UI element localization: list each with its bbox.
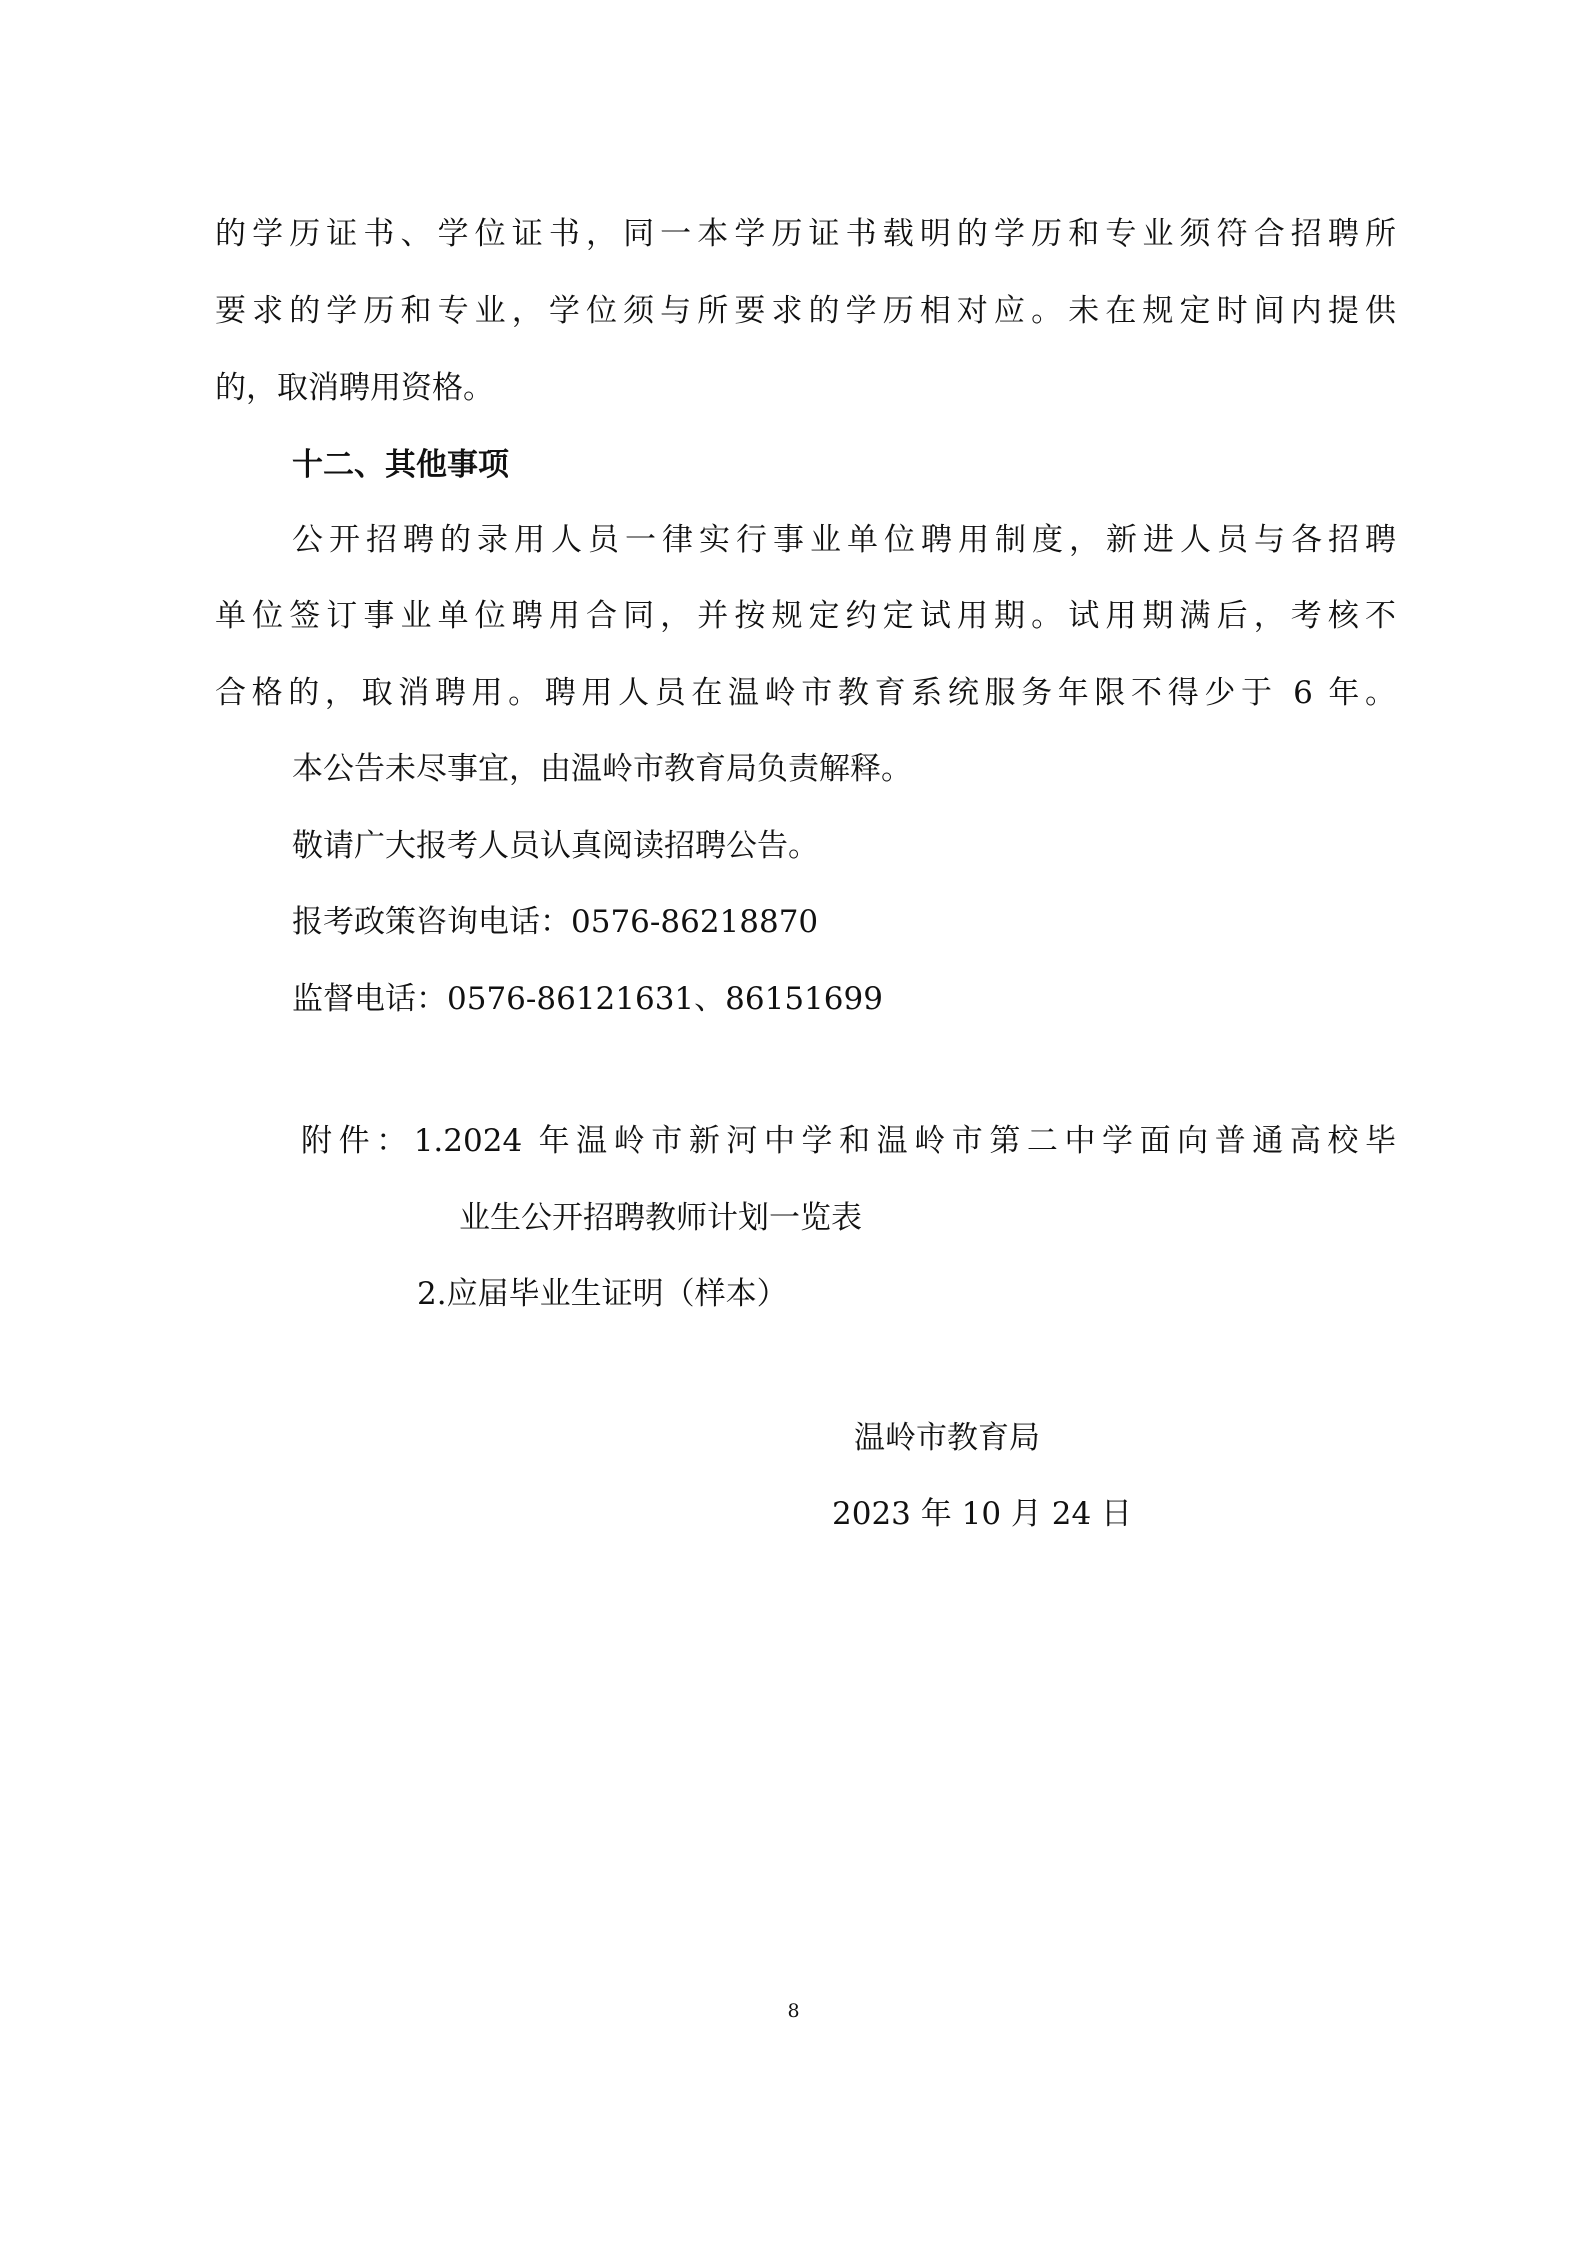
body-text-line: 公开招聘的录用人员一律实行事业单位聘用制度，新进人员与各招聘 xyxy=(292,522,1396,558)
page-number: 8 xyxy=(787,2000,800,2022)
body-text-line: 的学历证书、学位证书，同一本学历证书载明的学历和专业须符合招聘所 xyxy=(215,216,1396,252)
body-text-line: 要求的学历和专业，学位须与所要求的学历相对应。未在规定时间内提供 xyxy=(215,293,1396,329)
issue-date: 2023 年 10 月 24 日 xyxy=(832,1496,1133,1532)
attachment-item-1: 附件：1.2024 年温岭市新河中学和温岭市第二中学面向普通高校毕 xyxy=(301,1123,1396,1159)
body-text-line: 的，取消聘用资格。 xyxy=(215,370,494,406)
attachment-item-2: 2.应届毕业生证明（样本） xyxy=(417,1276,788,1312)
issuer-name: 温岭市教育局 xyxy=(854,1420,1040,1456)
body-text-line: 单位签订事业单位聘用合同，并按规定约定试用期。试用期满后，考核不 xyxy=(215,598,1396,634)
supervision-hotline: 监督电话：0576-86121631、86151699 xyxy=(292,981,883,1017)
attachment-item-1-continued: 业生公开招聘教师计划一览表 xyxy=(459,1200,862,1236)
interpretation-note: 本公告未尽事宜，由温岭市教育局负责解释。 xyxy=(292,751,912,787)
body-text-line: 合格的，取消聘用。聘用人员在温岭市教育系统服务年限不得少于 6 年。 xyxy=(215,675,1396,711)
reminder-note: 敬请广大报考人员认真阅读招聘公告。 xyxy=(292,828,819,864)
policy-hotline: 报考政策咨询电话：0576-86218870 xyxy=(292,904,819,940)
section-heading: 十二、其他事项 xyxy=(292,447,509,483)
